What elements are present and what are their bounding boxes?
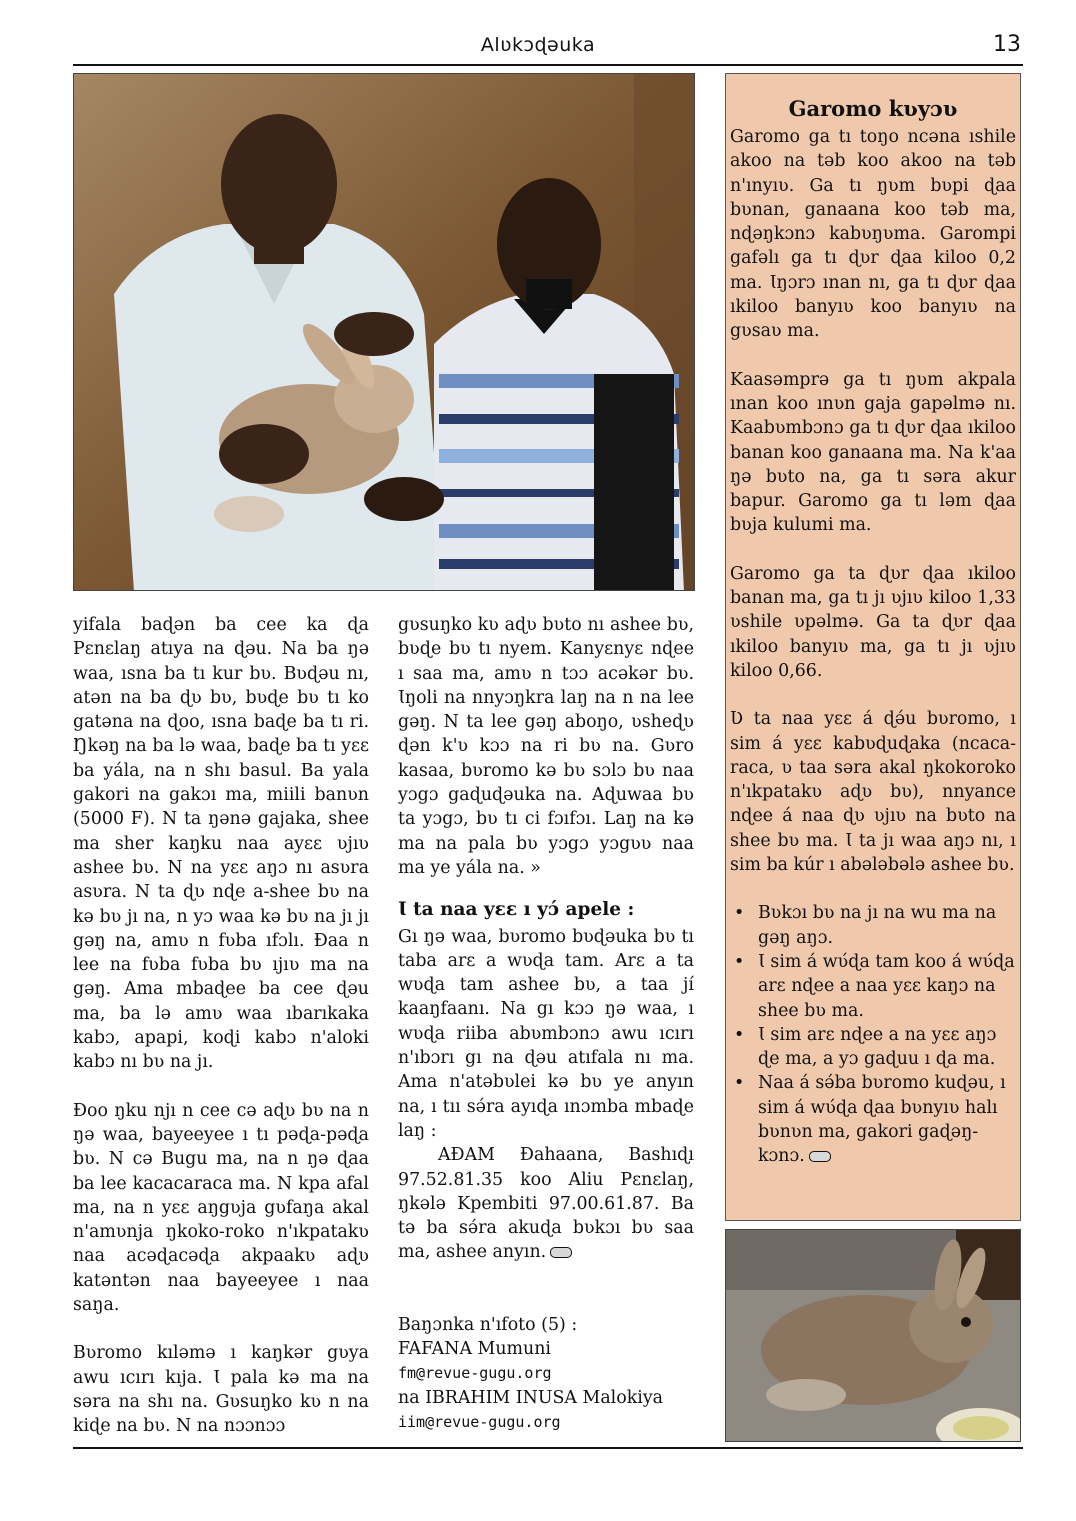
credits-email-link[interactable]: fm@revue-gugu.org (398, 1364, 552, 1383)
photo-credits (398, 1313, 694, 1434)
photo-rabbit-illustration (726, 1230, 1021, 1442)
article-paragraph: Gı ŋə waa, bʋromo bʋɖəuka bʋ tı taba arɛ a wʋɖa tam. Arɛ a ta wʋɖa tam ashee bʋ, a taa jí kaaŋfaanı. Na gı kɔɔ ŋə waa, ı wʋɖa riiba abʋmbɔnɔ awu ıcırı n'ıbɔrı gı na ɖəu atıfala nı ma. Ama n'atəbʋlei kə bʋ ye anyın na, ı tıı sə́ra ayıɖa ınɔmba mbaɖe laŋ : (398, 926, 694, 1141)
sidebar-paragraph: Ʋ ta naa yɛɛ á ɖə́u bʋromo, ı sim á yɛɛ kabʋɖuɖaka (ncaca-raca, ʋ taa səra akal ŋkokoroko n'ıkpatakʋ aɖʋ bʋ), nnyance nɖee á naa ɖʋ ʋjıʋ na bʋto na shee bʋ ma. Ɩ ta jı waa aŋɔ nı, ı sim ba kúr ı abələbələ ashee bʋ. (730, 709, 1016, 876)
article-paragraph: Bʋromo kıləmə ı kaŋkər gʋya awu ıcırı kıja. Ɩ pala kə ma na səra na shı na. Gʋsuŋko kʋ n na kiɖe na bʋ. N na nɔɔnɔɔ (73, 1343, 369, 1437)
sidebar-title: Garomo kʋyɔʋ (788, 96, 958, 121)
sidebar-text (726, 125, 1020, 1169)
credits-name: na IBRAHIM INUSA Malokiya (398, 1387, 664, 1408)
end-mark-icon (550, 1247, 572, 1258)
bullet-item: • Bʋkɔı bʋ na jı na wu ma na gəŋ aŋɔ. (730, 901, 1016, 950)
article-paragraph: yifala baɖən ba cee ka ɖa Pɛnɛlaŋ atıya na ɖəu. Na ba ŋə waa, ısna ba tı kur bʋ. Bʋɖəu nı, atən na ba ɖʋ bʋ, bʋɖe bʋ tı ko gatəna na ɖoo, ısna baɖe ba tı ri. Ŋkəŋ na ba lə waa, baɖe ba tı yɛɛ ba yála, na n shı basul. Ba yala gakori na gakɔı ma, miili banʋn (5000 F). N ta ŋənə gajaka, shee ma sher kaŋku naa ayɛɛ ʋjıʋ ashee bʋ. N na yɛɛ aŋɔ nı asʋra asʋra. N ta ɖʋ nɖe a-shee bʋ na kə bʋ jı na, n yɔ waa kə bʋ na jı jı gəŋ na, amʋ n fʋba ıfɔlı. Đaa n lee na fʋba fʋba bʋ ıjıʋ ma na gəŋ. Ama mbaɖee ba cee ɖəu ma, ba lə amʋ waa ıbarıkaka kabɔ, apapi, koɖi kabɔ n'aloki kabɔ nı bʋ na jı. (73, 615, 369, 1073)
photo-rabbit (725, 1229, 1021, 1442)
article-paragraph: gʋsuŋko kʋ aɖʋ bʋto nı ashee bʋ, bʋɖe bʋ tı nyem. Kanyɛnyɛ nɖee ı saa ma, amʋ n tɔɔ acəkər bʋ. Ɩŋoli na nnyɔŋkra laŋ na n na lee gəŋ. N ta lee gəŋ aboŋo, ʋsheɖʋ ɖən k'ʋ kɔɔ na ri bʋ na. Gʋro kasaa, bʋromo kə bʋ sɔlɔ bʋ naa yɔgɔ gaɖuɖəuka na. Aɖuwaa bʋ ta yɔgɔ, bʋ tı ci fɔıfɔı. Laŋ na kə ma na pala bʋ yɔgɔ yɔgʋʋ naa ma ye yála na. » (398, 615, 694, 878)
credits-name: FAFANA Mumuni (398, 1339, 551, 1360)
sidebar-paragraph: Garomo ga ta ɖʋr ɖaa ıkiloo banan ma, ga tı jı ʋjıʋ kiloo 1,33 ʋshile ʋpəlmə. Ga ta ɖʋr ɖaa ıkiloo banyıʋ ma, ga tı jı ʋjıʋ kiloo 0,66. (730, 563, 1016, 681)
sidebar-paragraph: Garomo ga tı toŋo ncəna ıshile akoo na təb koo akoo na təb n'ınyıʋ. Ga tı ŋʋm bʋpi ɖaa bʋnan, ganaana koo təb ma, nɖəŋkɔnɔ kabʋŋʋma. Garompi gafəlı ga tı ɖʋr ɖaa kiloo 0,2 ma. Ɩŋɔrɔ ınan nı, ga tı ɖʋr ɖaa ıkiloo banyıʋ koo banyıʋ na gʋsaʋ ma. (730, 127, 1016, 342)
photo-two-men-holding-rabbit (73, 73, 695, 591)
photo-main-illustration (74, 74, 695, 591)
credits-label: Baŋɔnka n'ıfoto (5) : (398, 1314, 578, 1335)
article-paragraph: Đoo ŋku njı n cee cə aɖʋ bʋ na n ŋə waa, bayeeyee ı tı pəɖa-pəɖa bʋ. N cə Bugu ma, na n ŋə ɖaa ba lee kacacaraca ma. N kpa afal ma, na n yɛɛ aŋgʋja gʋfaŋa akal n'amʋnja ŋkoko-roko n'ıkpatakʋ naa acəɖacəɖa akpaakʋ aɖʋ katəntən naa bayeeyee ı naa saŋa. (73, 1100, 369, 1316)
sidebar-bullet-list (730, 901, 1016, 1168)
bullet-item: • Ɩ sim á wʋ́ɖa tam koo á wʋ́ɖa arɛ nɖee a naa yɛɛ kaŋɔ na shee bʋ ma. (730, 950, 1016, 1023)
credits-email-link[interactable]: iim@revue-gugu.org (398, 1412, 561, 1431)
bullet-text: Naa á sə́ba bʋromo kuɖəu, ı sim á wʋ́ɖa ɖaa bʋnyıʋ halı bʋnʋn ma, gakori gaɖəŋ-kɔnɔ. (758, 1073, 1006, 1167)
footer-rule (73, 1447, 1023, 1449)
page-number: 13 (993, 32, 1021, 57)
header-rule (73, 64, 1023, 66)
article-column-1 (73, 613, 369, 1439)
section-heading: Ɩ ta naa yɛɛ ı yɔ́ apele : (398, 899, 635, 921)
article-column-2 (398, 613, 694, 1434)
contact-text: AĐAM Đahaana, Bashıɖı 97.52.81.35 koo Aliu Pɛnɛlaŋ, ŋkələ Kpembiti 97.00.61.87. Ba tə ba sə́ra akuɖa bʋkɔı bʋ saa ma, ashee anyın. (398, 1145, 694, 1263)
end-mark-icon (809, 1151, 831, 1162)
contact-paragraph (398, 1143, 694, 1264)
bullet-item (730, 1071, 1016, 1168)
sidebar-box (725, 73, 1021, 1221)
sidebar-paragraph: Kaasəmprə ga tı ŋʋm akpala ınan koo ınʋn gaja gapəlmə nı. Kaabʋmbɔnɔ ga tı ɖʋr ɖaa ıkiloo banan koo ganaana ma. Na k'aa ŋə bʋto na, ga tı səra akur bapur. Garomo ga tı ləm ɖaa bʋja kulumi ma. (730, 369, 1016, 536)
running-title: Alʋkɔɖəuka (480, 34, 596, 56)
bullet-item: • Ɩ sim arɛ nɖee a na yɛɛ aŋɔ ɖe ma, a yɔ gaɖuu ı ɖa ma. (730, 1023, 1016, 1072)
